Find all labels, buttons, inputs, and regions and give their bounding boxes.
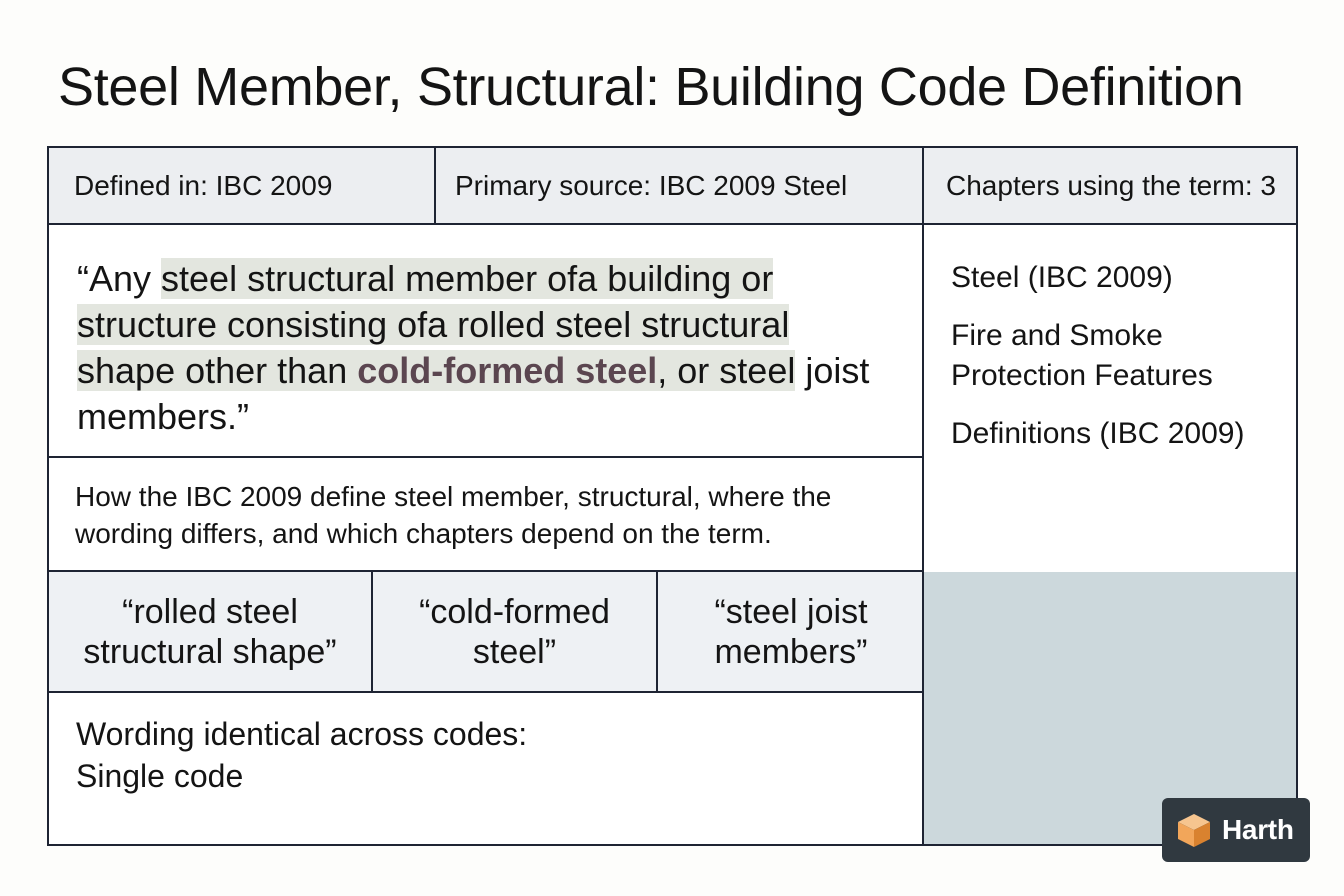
definition-card (47, 146, 1298, 846)
defined-in-label: Defined in: IBC 2009 (74, 169, 333, 201)
chapters-list (951, 258, 1271, 472)
defined-in-cell (49, 148, 436, 223)
chapter-item: Steel (IBC 2009) (951, 261, 1173, 294)
divider (49, 570, 924, 572)
page-title: Steel Member, Structural: Building Code Definition (58, 57, 1244, 117)
primary-source-label: Primary source: IBC 2009 Steel (455, 169, 848, 201)
quote-term-cold-formed-steel: cold-formed steel (357, 350, 658, 391)
wording-note (76, 713, 896, 797)
harth-logo (1162, 798, 1310, 862)
wording-note-value: Single code (76, 758, 244, 794)
divider (49, 456, 924, 458)
key-phrase-steel-joist (658, 572, 924, 692)
divider (49, 223, 1296, 225)
logo-text: Harth (1222, 814, 1294, 845)
divider (371, 570, 373, 692)
chapters-count-label: Chapters using the term: 3 (946, 169, 1276, 201)
key-phrase-label: “rolled steel structural shape” (83, 593, 337, 671)
chapters-count-cell (924, 148, 1296, 223)
chapter-item: Fire and Smoke Protection Features (951, 319, 1213, 392)
definition-quote (77, 256, 897, 440)
harth-cube-icon (1174, 810, 1214, 850)
divider (656, 570, 658, 692)
wording-note-label: Wording identical across codes: (76, 716, 528, 752)
quote-open: “Any (77, 258, 162, 299)
quote-close: joist members.” (77, 350, 870, 437)
key-phrase-rolled-steel (49, 572, 371, 692)
divider (922, 148, 924, 844)
key-phrase-label: “steel joist members” (714, 593, 868, 671)
quote-highlight-end: , or steel (657, 350, 796, 391)
quote-highlight: steel structural member ofa building or structure consisting ofa rolled steel structural shape other than (77, 258, 790, 391)
key-phrase-cold-formed (373, 572, 656, 692)
chapter-item: Definitions (IBC 2009) (951, 417, 1245, 450)
description-text: How the IBC 2009 define steel member, structural, where the wording differs, and which chapters depend on the term. (75, 481, 832, 549)
key-phrase-label: “cold-formed steel” (419, 593, 610, 671)
divider (434, 148, 436, 223)
primary-source-cell (436, 148, 924, 223)
divider (49, 691, 924, 693)
